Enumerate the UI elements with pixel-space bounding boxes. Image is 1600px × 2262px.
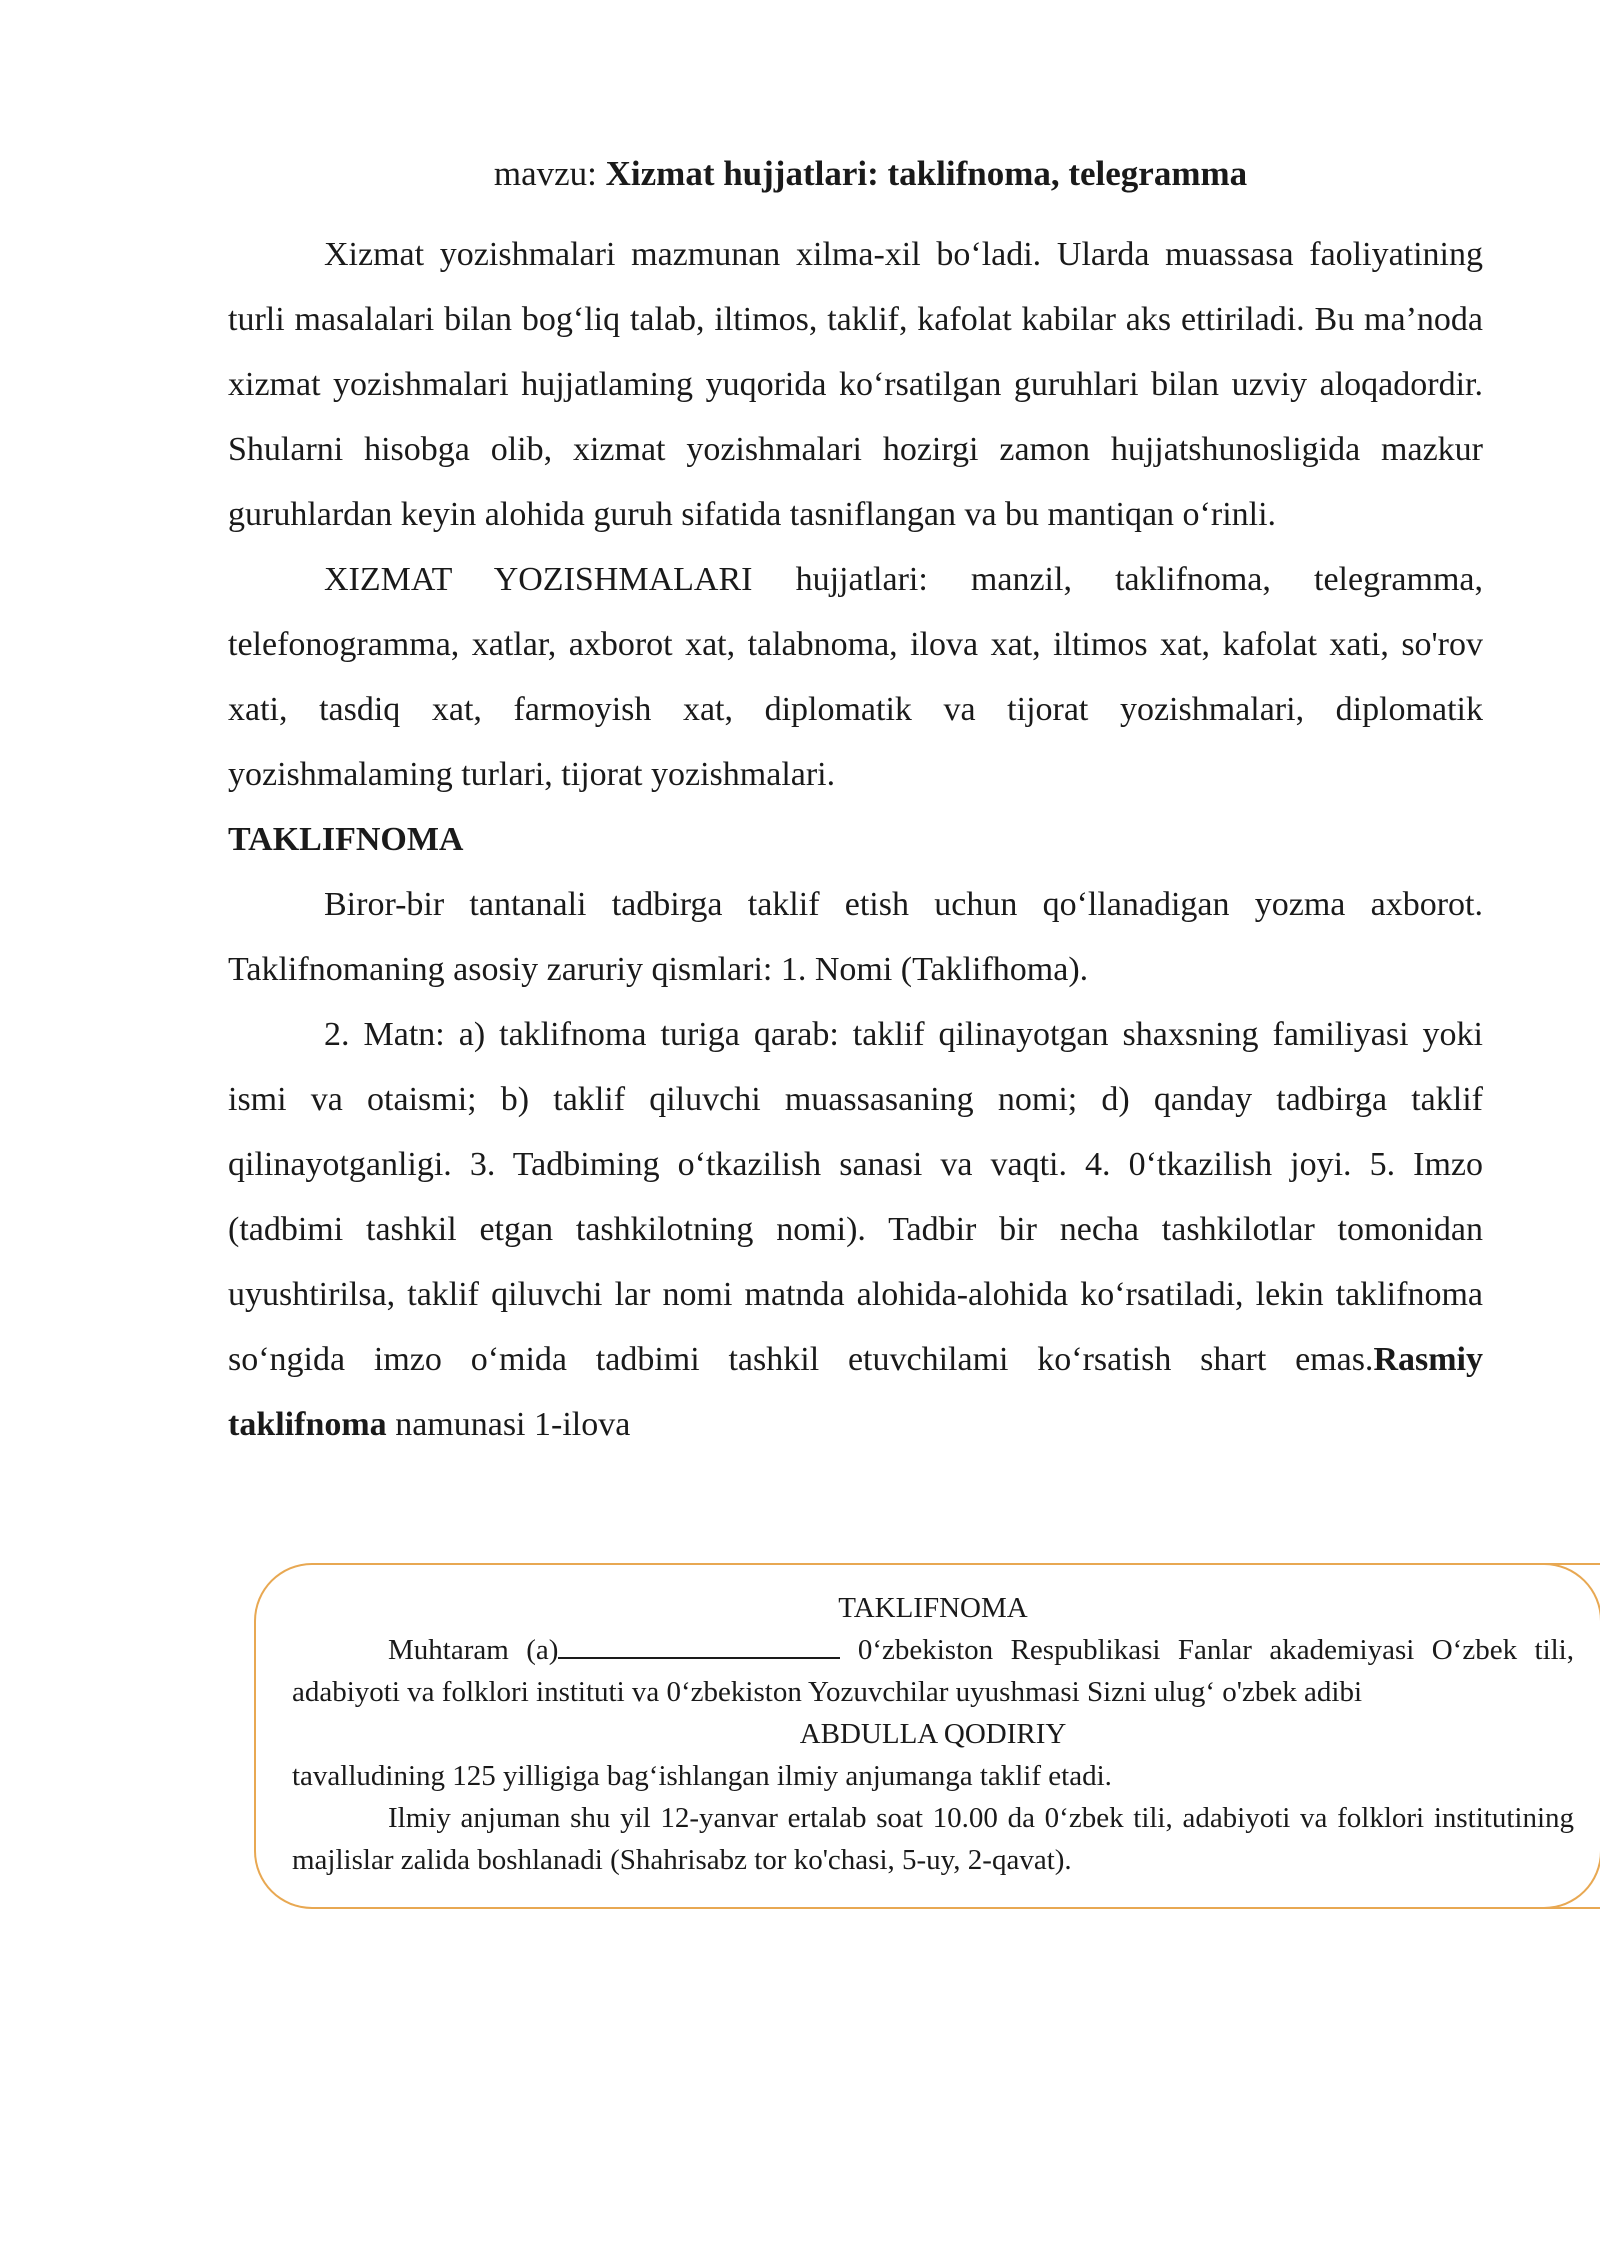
title-prefix: mavzu: <box>493 154 606 193</box>
sample-invitation-box <box>254 1563 1600 1909</box>
title-bold: Xizmat hujjatlari: taklifnoma, telegramma <box>605 154 1248 193</box>
document-page <box>228 148 1483 1457</box>
paragraph-definition: Biror-bir tantanali tadbirga taklif etish uchun qo‘llanadigan yozma axborot. Taklifnomaning asosiy zaruriy qismlari: 1. Nomi (Taklifhoma). <box>228 886 1483 988</box>
paragraph-intro: Xizmat yozishmalari mazmunan xilma-xil bo‘ladi. Ularda muassasa faoliyatining turli masalalari bilan bog‘liq talab, iltimos, taklif, kafolat kabilar aks ettiriladi. Bu ma’noda xizmat yozishmalari hujjatlaming yuqorida ko‘rsatilgan guruhlari bilan uzviy aloqadordir. Shularni hisobga olib, xizmat yozishmalari hozirgi zamon hujjatshunosligida mazkur guruhlardan keyin alohida guruh sifatida tasniflangan va bu mantiqan o‘rinli. <box>228 236 1483 533</box>
sample-salutation: Muhtaram (a) <box>388 1634 559 1666</box>
sample-honoree-name: ABDULLA QODIRIY <box>799 1718 1067 1750</box>
name-blank-line <box>558 1631 840 1659</box>
paragraph-parts-bold: Rasmiy taklifnoma <box>228 1341 1483 1443</box>
sample-title: TAKLIFNOMA <box>838 1592 1028 1624</box>
paragraph-parts-tail: namunasi 1-ilova <box>386 1406 631 1443</box>
sample-body-1: 0‘zbekiston Respublikasi Fanlar akademiyasi O‘zbek tili, adabiyoti va folklori instituti va 0‘zbekiston Yozuvchilar uyushmasi Sizni ulug‘ o'zbek adibi <box>292 1634 1574 1708</box>
sample-paragraph-1 <box>292 1629 1574 1713</box>
paragraph-parts <box>228 1002 1483 1457</box>
paragraph-parts-main: 2. Matn: a) taklifnoma turiga qarab: taklif qilinayotgan shaxsning familiyasi yoki ismi va otaismi; b) taklif qiluvchi muassasaning nomi; d) qanday tadbirga taklif qilinayotganligi. 3. Tadbiming o‘tkazilish sanasi va vaqti. 4. 0‘tkazilish joyi. 5. Imzo (tadbimi tashkil etgan tashkilotning nomi). Tadbir bir necha tashkilotlar tomonidan uyushtirilsa, taklif qiluvchi lar nomi matnda alohida-alohida ko‘rsatiladi, lekin taklifnoma so‘ngida imzo o‘mida tadbimi tashkil etuvchilami ko‘rsatish shart emas. <box>228 1016 1483 1378</box>
page-title <box>228 148 1483 200</box>
sample-body-2: tavalludining 125 yilligiga bag‘ishlangan ilmiy anjumanga taklif etadi. <box>292 1760 1112 1792</box>
paragraph-document-types: XIZMAT YOZISHMALARI hujjatlari: manzil, taklifnoma, telegramma, telefonogramma, xatlar, axborot xat, talabnoma, ilova xat, iltimos xat, kafolat xati, so'rov xati, tasdiq xat, farmoyish xat, diplomatik va tijorat yozishmalari, diplomatik yozishmalaming turlari, tijorat yozishmalari. <box>228 561 1483 793</box>
sample-body-3: Ilmiy anjuman shu yil 12-yanvar ertalab soat 10.00 da 0‘zbek tili, adabiyoti va folklori institutining majlislar zalida boshlanadi (Shahrisabz tor ko'chasi, 5-uy, 2-qavat). <box>292 1802 1574 1876</box>
section-heading-taklifnoma: TAKLIFNOMA <box>228 821 464 858</box>
sample-invitation-content <box>292 1587 1574 1881</box>
